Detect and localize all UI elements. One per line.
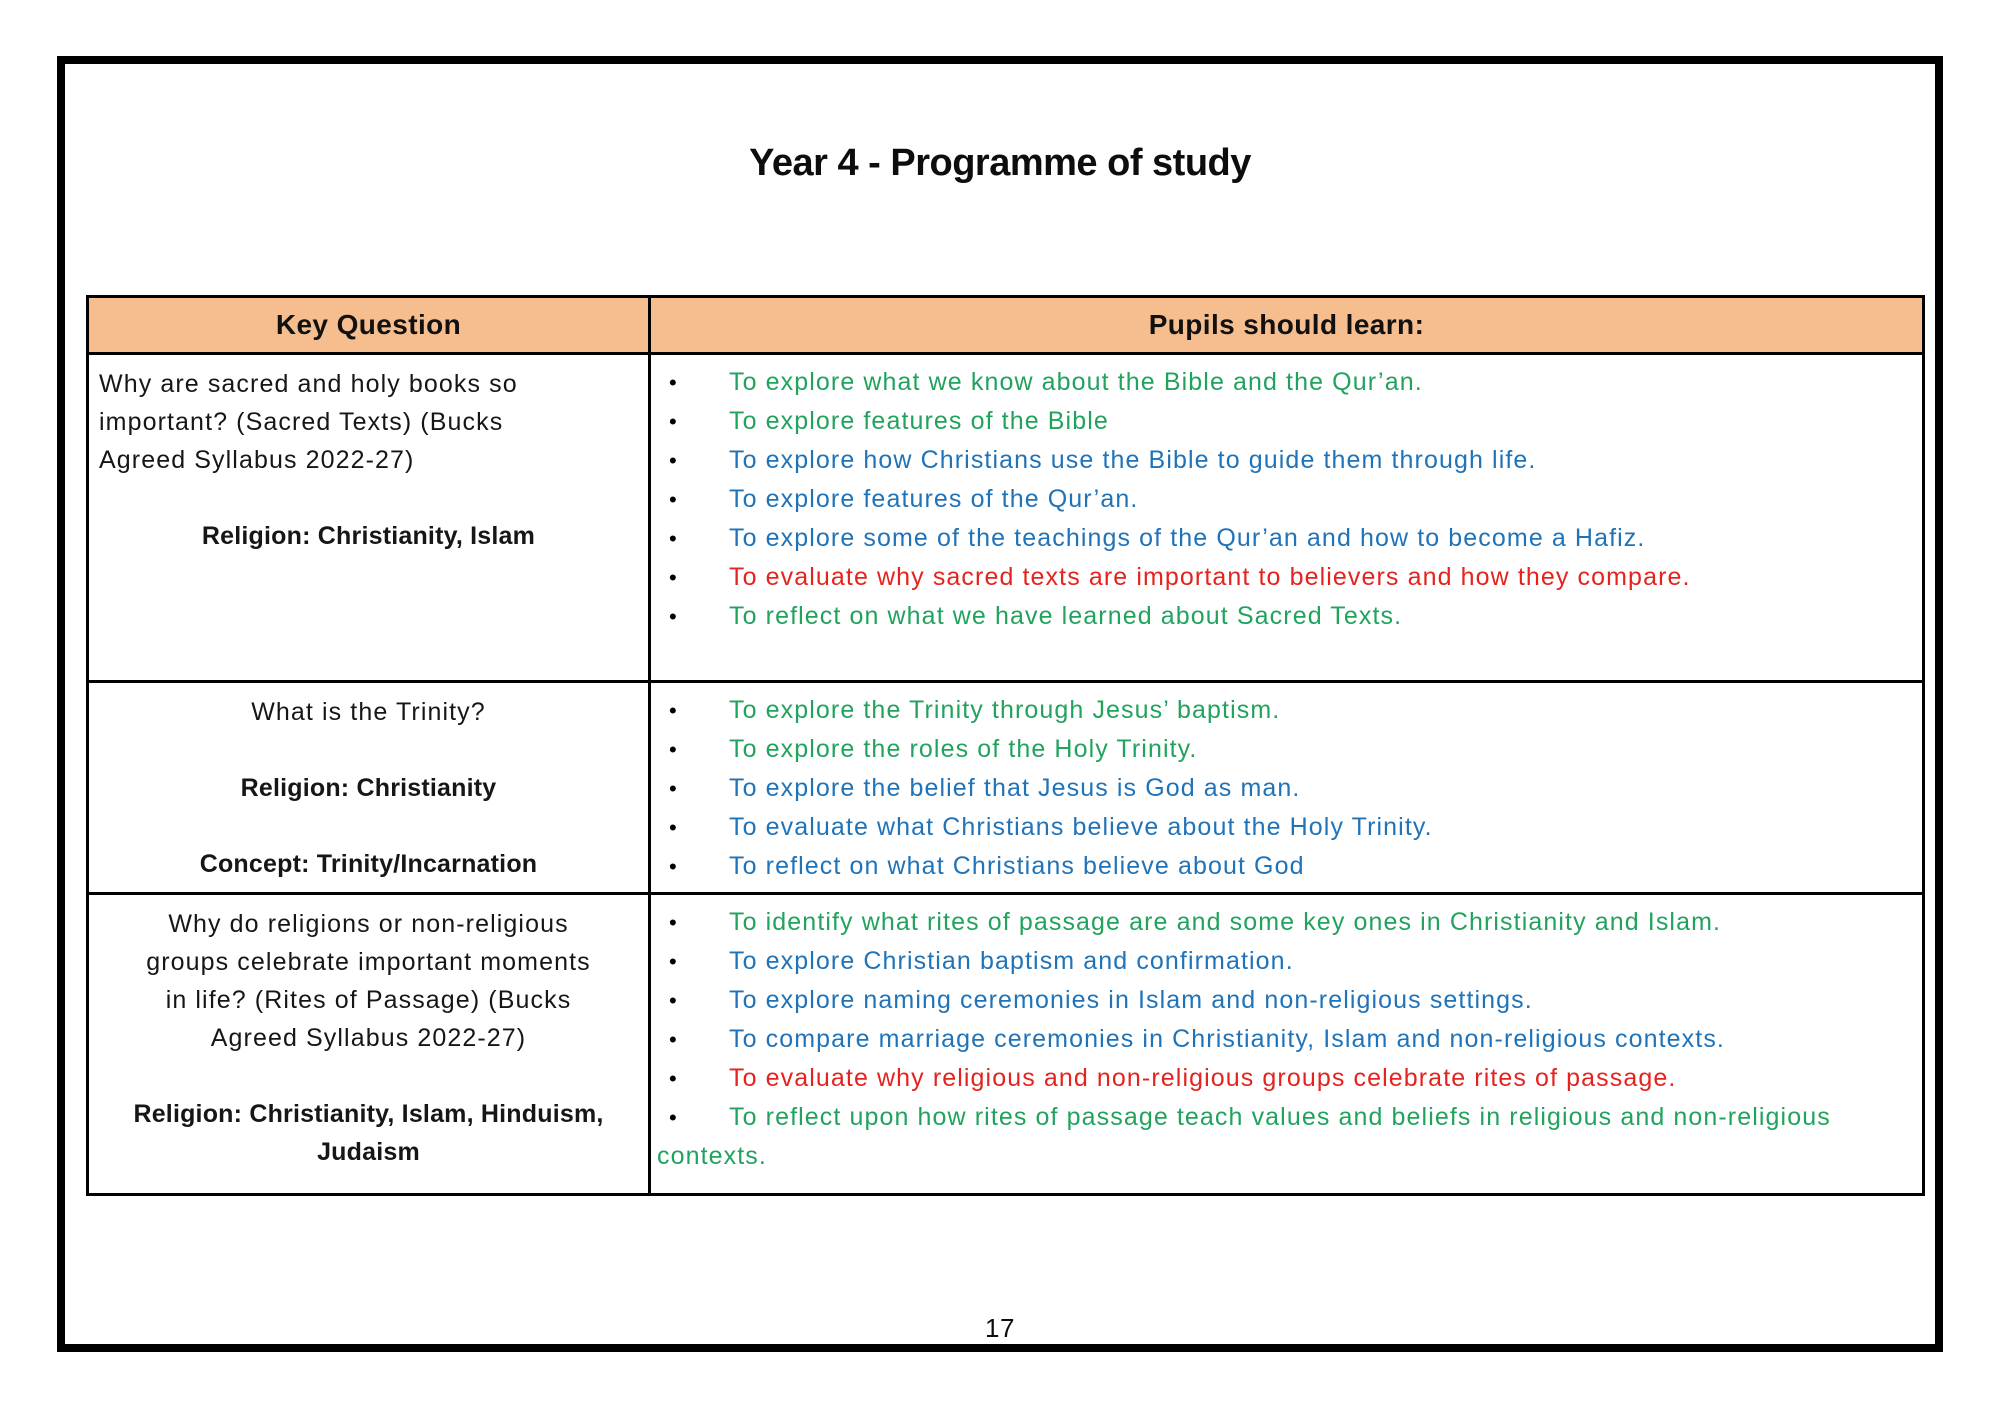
question-religion-line: Religion: Christianity, Islam bbox=[201, 522, 536, 550]
question-text-line bbox=[99, 807, 638, 845]
bullet-icon: • bbox=[669, 370, 677, 395]
bullet-icon: • bbox=[669, 526, 677, 551]
bullet-text: To explore the Trinity through Jesus’ baptism. bbox=[729, 696, 1281, 724]
bullet-text: To explore the roles of the Holy Trinity. bbox=[729, 735, 1198, 763]
question-cell bbox=[88, 894, 650, 1195]
bullet-text: To reflect on what we have learned about Sacred Texts. bbox=[729, 602, 1403, 630]
key-question-header: Key Question bbox=[88, 297, 650, 354]
bullet-item bbox=[657, 847, 1914, 886]
page-frame bbox=[57, 56, 1943, 1352]
question-religion-line: Religion: Christianity bbox=[240, 774, 497, 802]
question-text-line: important? (Sacred Texts) (Bucks bbox=[99, 408, 504, 436]
bullet-item bbox=[657, 808, 1914, 847]
pupils-learn-header: Pupils should learn: bbox=[650, 297, 1924, 354]
bullet-item bbox=[657, 480, 1914, 519]
bullet-item bbox=[657, 558, 1914, 597]
question-text-line bbox=[99, 479, 638, 517]
bullet-text: To explore naming ceremonies in Islam and non-religious settings. bbox=[729, 986, 1533, 1014]
bullet-item bbox=[657, 769, 1914, 808]
bullet-icon: • bbox=[669, 776, 677, 801]
bullet-icon: • bbox=[669, 604, 677, 629]
learn-cell bbox=[650, 894, 1924, 1195]
bullet-icon: • bbox=[669, 448, 677, 473]
question-text-line: Agreed Syllabus 2022-27) bbox=[210, 1024, 527, 1052]
question-text-line: groups celebrate important moments bbox=[146, 948, 591, 976]
page-title: Year 4 - Programme of study bbox=[749, 142, 1251, 184]
bullet-text: To compare marriage ceremonies in Christianity, Islam and non-religious contexts. bbox=[729, 1025, 1725, 1053]
question-text-line: Why are sacred and holy books so bbox=[99, 370, 518, 398]
bullet-icon: • bbox=[669, 988, 677, 1013]
bullet-icon: • bbox=[669, 910, 677, 935]
bullet-icon: • bbox=[669, 815, 677, 840]
bullet-icon: • bbox=[669, 854, 677, 879]
learn-cell bbox=[650, 682, 1924, 894]
programme-table bbox=[86, 295, 1925, 1196]
bullet-icon: • bbox=[669, 949, 677, 974]
question-text-line bbox=[99, 731, 638, 769]
question-religion-line: Concept: Trinity/Incarnation bbox=[199, 850, 538, 878]
bullet-text: To evaluate why religious and non-religious groups celebrate rites of passage. bbox=[729, 1064, 1677, 1092]
bullet-text: To explore Christian baptism and confirmation. bbox=[729, 947, 1294, 975]
bullet-text: To explore what we know about the Bible and the Qur’an. bbox=[729, 368, 1423, 396]
question-cell bbox=[88, 682, 650, 894]
bullet-icon: • bbox=[669, 487, 677, 512]
question-cell bbox=[88, 354, 650, 682]
bullet-text: To explore the belief that Jesus is God as man. bbox=[729, 774, 1301, 802]
bullet-text: To reflect upon how rites of passage teach values and beliefs in religious and non-religious contexts. bbox=[657, 1103, 1831, 1170]
bullet-icon: • bbox=[669, 1027, 677, 1052]
bullet-text: To reflect on what Christians believe about God bbox=[729, 852, 1305, 880]
bullet-item bbox=[657, 1020, 1914, 1059]
bullet-icon: • bbox=[669, 565, 677, 590]
question-text-line: in life? (Rites of Passage) (Bucks bbox=[165, 986, 572, 1014]
table-row bbox=[88, 682, 1924, 894]
bullet-item bbox=[657, 402, 1914, 441]
bullet-icon: • bbox=[669, 1105, 677, 1130]
bullet-item bbox=[657, 903, 1914, 942]
bullet-item bbox=[657, 1098, 1914, 1175]
table-row bbox=[88, 354, 1924, 682]
bullet-text: To explore features of the Bible bbox=[729, 407, 1109, 435]
bullet-icon: • bbox=[669, 409, 677, 434]
learn-cell bbox=[650, 354, 1924, 682]
question-text-line: Agreed Syllabus 2022-27) bbox=[99, 446, 415, 474]
bullet-item bbox=[657, 942, 1914, 981]
bullet-item bbox=[657, 363, 1914, 402]
page-number: 17 bbox=[985, 1313, 1015, 1343]
question-text-line bbox=[99, 1057, 638, 1095]
bullet-item bbox=[657, 1059, 1914, 1098]
bullet-text: To evaluate what Christians believe about the Holy Trinity. bbox=[729, 813, 1433, 841]
table-header-row bbox=[88, 297, 1924, 354]
question-religion-line: Judaism bbox=[317, 1138, 420, 1166]
bullet-icon: • bbox=[669, 737, 677, 762]
bullet-icon: • bbox=[669, 698, 677, 723]
question-religion-line: Religion: Christianity, Islam, Hinduism, bbox=[133, 1100, 604, 1128]
bullet-item bbox=[657, 730, 1914, 769]
bullet-item bbox=[657, 691, 1914, 730]
question-text-line: What is the Trinity? bbox=[251, 698, 486, 726]
bullet-text: To explore some of the teachings of the Qur’an and how to become a Hafiz. bbox=[729, 524, 1646, 552]
bullet-text: To explore how Christians use the Bible to guide them through life. bbox=[729, 446, 1537, 474]
bullet-item bbox=[657, 981, 1914, 1020]
bullet-text: To explore features of the Qur’an. bbox=[729, 485, 1139, 513]
bullet-text: To evaluate why sacred texts are important to believers and how they compare. bbox=[729, 563, 1691, 591]
bullet-icon: • bbox=[669, 1066, 677, 1091]
bullet-item bbox=[657, 441, 1914, 480]
bullet-item bbox=[657, 597, 1914, 636]
bullet-item bbox=[657, 519, 1914, 558]
question-text-line: Why do religions or non-religious bbox=[168, 910, 569, 938]
table-row bbox=[88, 894, 1924, 1195]
table-body bbox=[88, 354, 1924, 1195]
bullet-text: To identify what rites of passage are and some key ones in Christianity and Islam. bbox=[729, 908, 1722, 936]
